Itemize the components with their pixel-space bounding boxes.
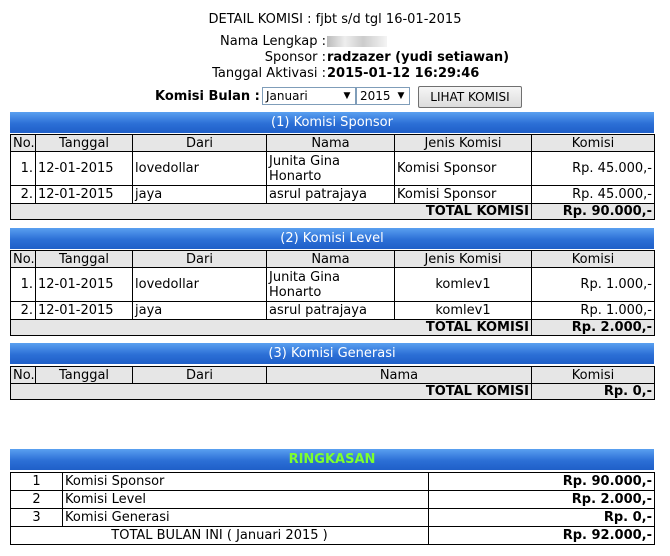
table-header-row [11,251,655,268]
col-tanggal: Tanggal [36,251,133,268]
total-value: Rp. 2.000,- [532,320,655,336]
col-nama: Nama [267,135,395,152]
cell-komisi: Rp. 1.000,- [532,268,655,302]
col-no: No. [11,367,36,384]
summary-label: Komisi Level [63,491,429,509]
cell-komisi: Rp. 45.000,- [532,186,655,204]
cell-dari: jaya [133,186,267,204]
month-select[interactable] [262,87,356,105]
col-no: No. [11,251,36,268]
sponsor-row [0,50,670,66]
summary-total-label: TOTAL BULAN INI ( Januari 2015 ) [11,527,429,545]
total-label: TOTAL KOMISI [11,384,532,400]
summary-row [11,473,655,491]
year-select[interactable] [356,87,410,105]
cell-jenis: komlev1 [395,302,532,320]
summary-total-value: Rp. 92.000,- [429,527,655,545]
total-label: TOTAL KOMISI [11,204,532,220]
cell-komisi: Rp. 1.000,- [532,302,655,320]
section-level-title: (2) Komisi Level [10,228,654,249]
col-dari: Dari [133,251,267,268]
aktivasi-row [0,66,670,82]
table-row [11,302,655,320]
filter-label: Komisi Bulan : [155,89,260,104]
cell-jenis: Komisi Sponsor [395,152,532,186]
table-row [11,186,655,204]
section-generasi-title: (3) Komisi Generasi [10,343,654,364]
month-value: Januari [266,89,308,103]
table-row [11,268,655,302]
cell-tanggal: 12-01-2015 [36,152,133,186]
sponsor-value: radzazer (yudi setiawan) [327,50,510,65]
page-title: DETAIL KOMISI : fjbt s/d tgl 16-01-2015 [208,12,462,27]
cell-no: 2. [11,186,36,204]
cell-nama: asrul patrajaya [267,186,395,204]
year-value: 2015 [360,89,391,103]
col-komisi: Komisi [532,135,655,152]
col-jenis: Jenis Komisi [395,135,532,152]
ringkasan-table [10,472,655,545]
col-nama: Nama [267,251,395,268]
summary-row [11,509,655,527]
cell-no: 1. [11,152,36,186]
total-row [11,320,655,336]
total-row [11,384,655,400]
cell-nama: Junita Gina Honarto [267,268,395,302]
redacted-name-image [327,36,387,47]
nama-value-redacted [327,34,387,49]
summary-value: Rp. 0,- [429,509,655,527]
chevron-down-icon: ▼ [397,91,405,101]
section-sponsor-title: (1) Komisi Sponsor [10,112,654,133]
cell-dari: lovedollar [133,152,267,186]
col-jenis: Jenis Komisi [395,251,532,268]
summary-total-row [11,527,655,545]
total-label: TOTAL KOMISI [11,320,532,336]
col-komisi: Komisi [532,251,655,268]
col-komisi: Komisi [532,367,655,384]
nama-row [0,34,670,50]
summary-label: Komisi Sponsor [63,473,429,491]
summary-no: 2 [11,491,63,509]
section-ringkasan-title: RINGKASAN [10,449,654,470]
cell-dari: jaya [133,302,267,320]
sponsor-label: Sponsor : [264,50,326,65]
cell-jenis: komlev1 [395,268,532,302]
total-row [11,204,655,220]
summary-value: Rp. 2.000,- [429,491,655,509]
cell-no: 2. [11,302,36,320]
cell-nama: Junita Gina Honarto [267,152,395,186]
summary-value: Rp. 90.000,- [429,473,655,491]
cell-komisi: Rp. 45.000,- [532,152,655,186]
total-value: Rp. 90.000,- [532,204,655,220]
aktivasi-value: 2015-01-12 16:29:46 [327,66,480,81]
cell-jenis: Komisi Sponsor [395,186,532,204]
table-header-row [11,367,655,384]
col-tanggal: Tanggal [36,135,133,152]
col-tanggal: Tanggal [36,367,133,384]
lihat-komisi-button[interactable]: LIHAT KOMISI [418,86,522,108]
generasi-table [10,366,655,400]
level-table [10,250,655,336]
summary-no: 3 [11,509,63,527]
nama-label: Nama Lengkap : [220,34,326,49]
summary-no: 1 [11,473,63,491]
summary-label: Komisi Generasi [63,509,429,527]
cell-nama: asrul patrajaya [267,302,395,320]
table-row [11,152,655,186]
col-dari: Dari [133,367,267,384]
table-header-row [11,135,655,152]
chevron-down-icon: ▼ [343,91,351,101]
cell-dari: lovedollar [133,268,267,302]
cell-tanggal: 12-01-2015 [36,268,133,302]
col-nama: Nama [267,367,532,384]
col-dari: Dari [133,135,267,152]
summary-row [11,491,655,509]
col-no: No. [11,135,36,152]
cell-tanggal: 12-01-2015 [36,302,133,320]
sponsor-table [10,134,655,220]
cell-no: 1. [11,268,36,302]
aktivasi-label: Tanggal Aktivasi : [212,66,326,81]
total-value: Rp. 0,- [532,384,655,400]
cell-tanggal: 12-01-2015 [36,186,133,204]
